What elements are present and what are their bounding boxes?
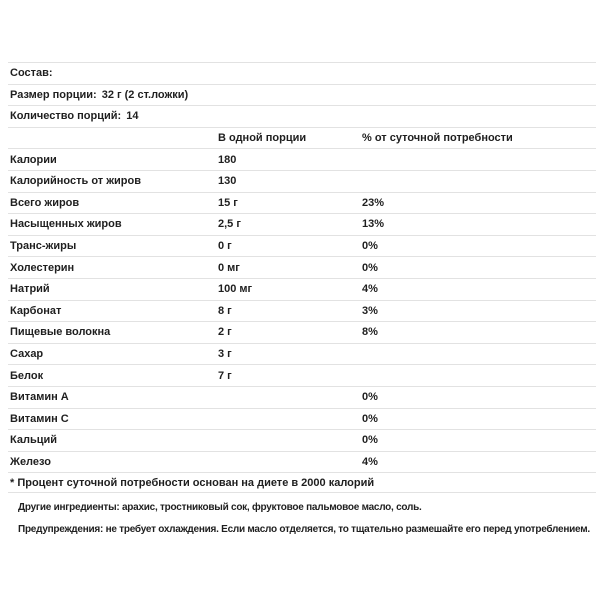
nutrient-dv: 0%: [362, 434, 378, 447]
nutrition-facts-panel: [8, 62, 596, 541]
nutrient-name: Насыщенных жиров: [10, 218, 122, 231]
table-row: [8, 344, 596, 366]
info-row-composition: [8, 63, 596, 85]
nutrient-amount: 130: [218, 175, 237, 188]
nutrient-name: Холестерин: [10, 261, 75, 274]
nutrient-name: Карбонат: [10, 304, 62, 317]
table-header-row: [8, 128, 596, 150]
table-row: [8, 452, 596, 474]
nutrient-dv: 13%: [362, 218, 385, 231]
nutrient-amount: 2,5 г: [218, 218, 241, 231]
nutrient-amount: 0 г: [218, 240, 232, 253]
servings-count-label: Количество порций:: [10, 110, 122, 123]
nutrient-dv: 0%: [362, 412, 378, 425]
nutrient-dv: 3%: [362, 304, 378, 317]
nutrient-name: Кальций: [10, 434, 58, 447]
table-row: [8, 387, 596, 409]
nutrient-name: Калорийность от жиров: [10, 175, 141, 188]
table-row: [8, 149, 596, 171]
table-row: [8, 409, 596, 431]
nutrient-amount: 3 г: [218, 348, 232, 361]
nutrient-dv: 4%: [362, 283, 378, 296]
nutrient-dv: 0%: [362, 391, 378, 404]
nutrient-amount: 100 мг: [218, 283, 253, 296]
column-header-daily-value: % от суточной потребности: [362, 132, 513, 145]
nutrient-dv: 4%: [362, 455, 378, 468]
table-row: [8, 171, 596, 193]
nutrient-dv: 8%: [362, 326, 378, 339]
nutrient-amount: 7 г: [218, 369, 232, 382]
serving-size-value: 32 г (2 ст.ложки): [101, 88, 189, 101]
table-row: [8, 322, 596, 344]
table-row: [8, 257, 596, 279]
nutrient-name: Натрий: [10, 283, 50, 296]
table-row: [8, 214, 596, 236]
nutrient-name: Всего жиров: [10, 196, 80, 209]
nutrient-name: Витамин A: [10, 391, 69, 404]
table-row: [8, 279, 596, 301]
nutrient-name: Белок: [10, 369, 44, 382]
servings-count-value: 14: [126, 110, 139, 123]
nutrient-name: Пищевые волокна: [10, 326, 111, 339]
nutrient-name: Сахар: [10, 348, 44, 361]
nutrient-name: Железо: [10, 455, 51, 468]
nutrient-name: Витамин C: [10, 412, 69, 425]
other-ingredients-note: Другие ингредиенты: арахис, тростниковый сок, фруктовое пальмовое масло, соль.: [18, 502, 422, 514]
serving-size-label: Размер порции:: [10, 88, 97, 101]
nutrient-amount: 180: [218, 153, 237, 166]
nutrient-dv: 23%: [362, 196, 385, 209]
table-row: [8, 236, 596, 258]
table-row: [8, 430, 596, 452]
nutrient-name: Транс-жиры: [10, 240, 77, 253]
nutrient-amount: 0 мг: [218, 261, 240, 274]
nutrient-name: Калории: [10, 153, 57, 166]
nutrient-dv: 0%: [362, 240, 378, 253]
nutrient-amount: 15 г: [218, 196, 238, 209]
table-row: [8, 365, 596, 387]
info-row-servings-count: [8, 106, 596, 128]
notes-section: [16, 497, 592, 541]
nutrient-amount: 2 г: [218, 326, 232, 339]
table-row: [8, 193, 596, 215]
nutrient-dv: 0%: [362, 261, 378, 274]
nutrient-rows: [8, 149, 596, 473]
info-row-serving-size: [8, 85, 596, 107]
column-header-amount: В одной порции: [218, 132, 307, 145]
nutrient-amount: 8 г: [218, 304, 232, 317]
warnings-note: Предупреждения: не требует охлаждения. Если масло отделяется, то тщательно размешайте его перед употреблением.: [18, 524, 590, 536]
table-row: [8, 301, 596, 323]
footnote-row: [8, 473, 596, 493]
composition-label: Состав:: [10, 67, 53, 80]
footnote-text: * Процент суточной потребности основан на диете в 2000 калорий: [10, 476, 375, 489]
